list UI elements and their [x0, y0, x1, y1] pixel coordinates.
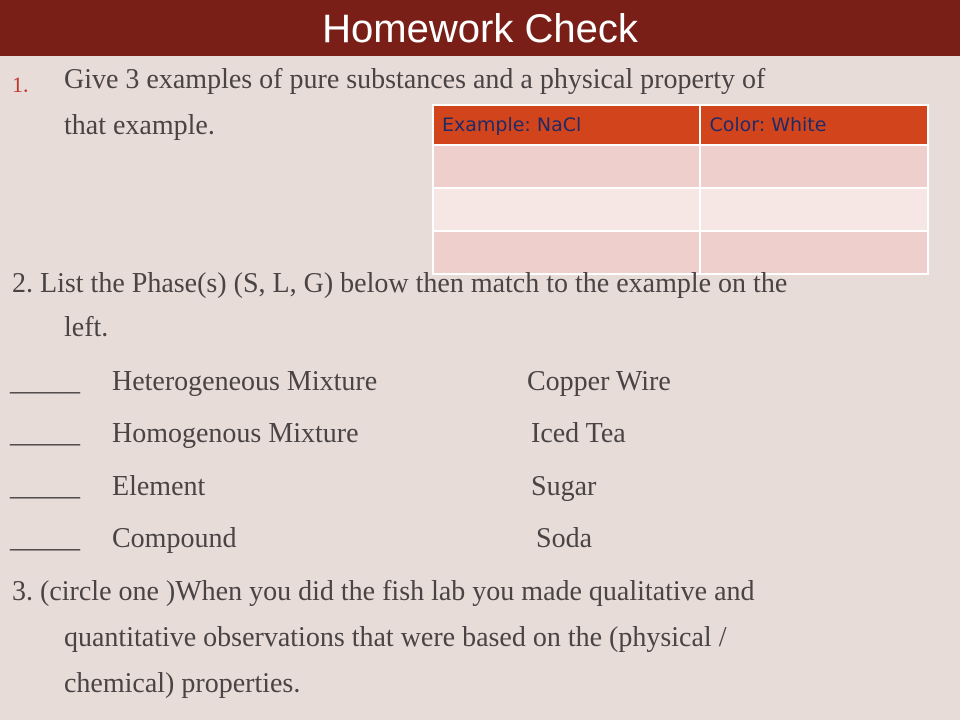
- table-cell: [700, 188, 928, 231]
- match-example: Iced Tea: [531, 418, 626, 449]
- match-blank: _____: [10, 471, 80, 502]
- match-blank: _____: [10, 418, 80, 449]
- match-label: Compound: [112, 523, 237, 554]
- table-row: [433, 188, 928, 231]
- question-1-line-2: that example.: [64, 110, 215, 141]
- table-row: [433, 145, 928, 188]
- table-cell: [433, 188, 700, 231]
- table-header-property: Color: White: [700, 105, 928, 145]
- match-blank: _____: [10, 366, 80, 397]
- match-label: Homogenous Mixture: [112, 418, 359, 449]
- question-3-line-2: quantitative observations that were based on the (physical /: [64, 622, 727, 653]
- question-3-line-1: 3. (circle one )When you did the fish lab you made qualitative and: [12, 576, 755, 607]
- question-1-number: 1.: [12, 72, 29, 97]
- slide-title: Homework Check: [322, 7, 638, 51]
- question-3-line-3: chemical) properties.: [64, 668, 301, 699]
- question-1-line-1: Give 3 examples of pure substances and a physical property of: [64, 64, 766, 95]
- match-example: Copper Wire: [527, 366, 671, 397]
- match-label: Element: [112, 471, 206, 502]
- table-cell: [700, 145, 928, 188]
- match-example: Sugar: [531, 471, 597, 502]
- table-header-row: [433, 105, 928, 145]
- table-cell: [433, 145, 700, 188]
- question-2-line-1: 2. List the Phase(s) (S, L, G) below then match to the example on the: [12, 268, 788, 299]
- question-2-line-2: left.: [64, 312, 109, 343]
- examples-table: [432, 104, 929, 275]
- table-header-example: Example: NaCl: [433, 105, 700, 145]
- match-blank: _____: [10, 523, 80, 554]
- match-example: Soda: [536, 523, 592, 554]
- match-label: Heterogeneous Mixture: [112, 366, 378, 397]
